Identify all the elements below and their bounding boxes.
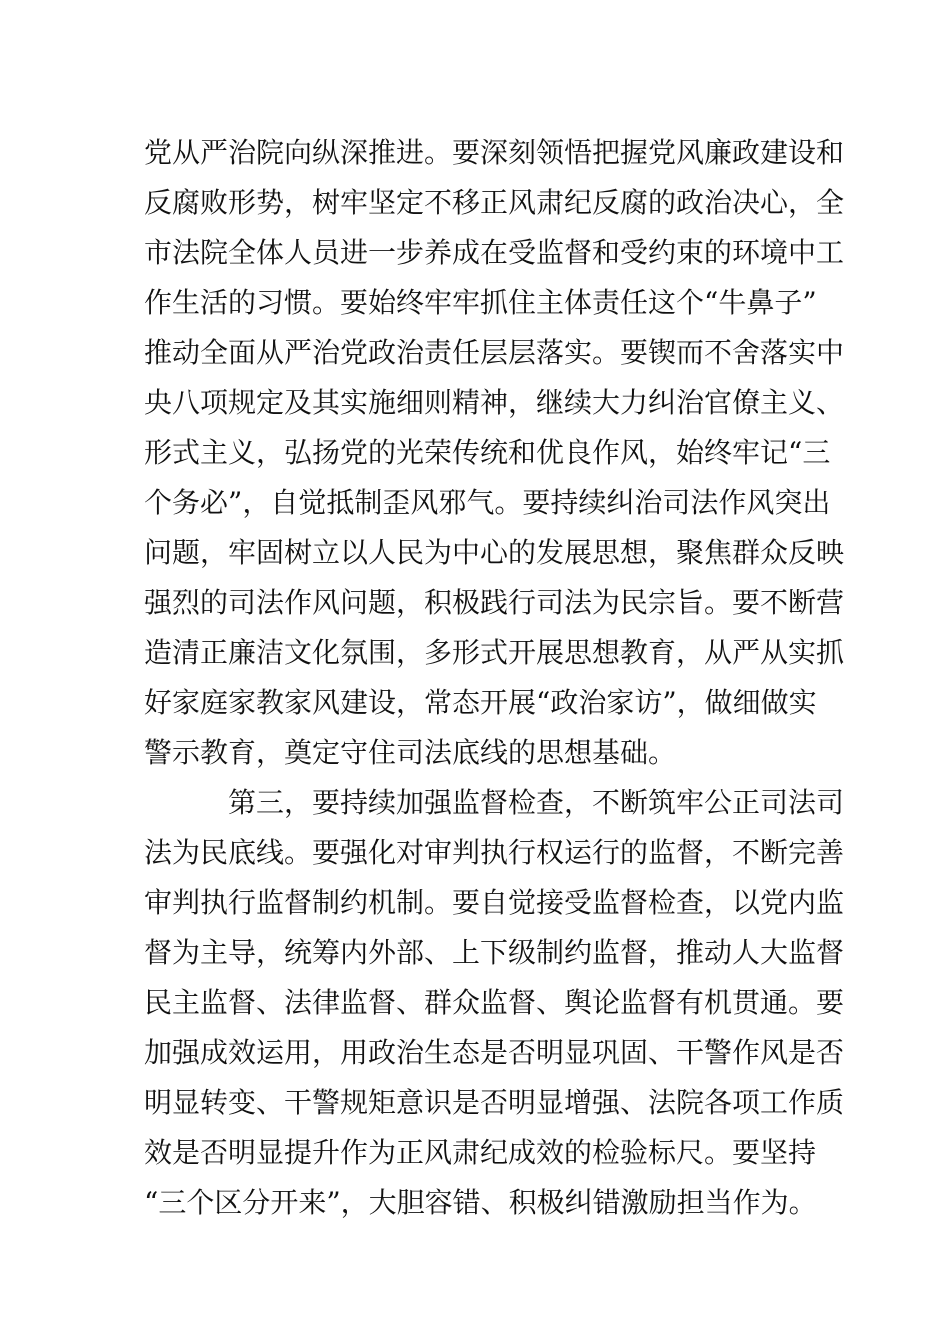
text-line: 市法院全体人员进一步养成在受监督和受约束的环境中工 [144, 236, 845, 269]
text-line: 督为主导，统筹内外部、上下级制约监督，推动人大监督 [144, 936, 845, 969]
text-line: 党从严治院向纵深推进。要深刻领悟把握党风廉政建设和 [144, 136, 845, 169]
text-line: 个务必”，自觉抵制歪风邪气。要持续纠治司法作风突出 [144, 486, 831, 519]
text-line: 明显转变、干警规矩意识是否明显增强、法院各项工作质 [144, 1086, 845, 1119]
text-line: 作生活的习惯。要始终牢牢抓住主体责任这个“牛鼻子” [144, 286, 817, 319]
text-line: 反腐败形势，树牢坚定不移正风肃纪反腐的政治决心，全 [144, 186, 845, 219]
text-line: 推动全面从严治党政治责任层层落实。要锲而不舍落实中 [144, 336, 845, 369]
text-line: “三个区分开来”，大胆容错、积极纠错激励担当作为。 [144, 1186, 817, 1219]
text-line: 形式主义，弘扬党的光荣传统和优良作风，始终牢记“三 [144, 436, 831, 469]
text-line: 央八项规定及其实施细则精神，继续大力纠治官僚主义、 [144, 386, 845, 419]
text-line: 第三，要持续加强监督检查，不断筑牢公正司法司 [228, 786, 845, 819]
text-line: 民主监督、法律监督、群众监督、舆论监督有机贯通。要 [144, 986, 845, 1019]
text-line: 效是否明显提升作为正风肃纪成效的检验标尺。要坚持 [144, 1136, 817, 1169]
text-line: 强烈的司法作风问题，积极践行司法为民宗旨。要不断营 [144, 586, 845, 619]
text-line: 加强成效运用，用政治生态是否明显巩固、干警作风是否 [144, 1036, 845, 1069]
paragraph-1 [144, 128, 845, 778]
text-line: 审判执行监督制约机制。要自觉接受监督检查，以党内监 [144, 886, 845, 919]
paragraph-2 [144, 778, 845, 1228]
text-line: 问题，牢固树立以人民为中心的发展思想，聚焦群众反映 [144, 536, 845, 569]
text-line: 造清正廉洁文化氛围，多形式开展思想教育，从严从实抓 [144, 636, 845, 669]
text-line: 警示教育，奠定守住司法底线的思想基础。 [144, 736, 677, 769]
text-line: 好家庭家教家风建设，常态开展“政治家访”，做细做实 [144, 686, 817, 719]
text-line: 法为民底线。要强化对审判执行权运行的监督，不断完善 [144, 836, 845, 869]
